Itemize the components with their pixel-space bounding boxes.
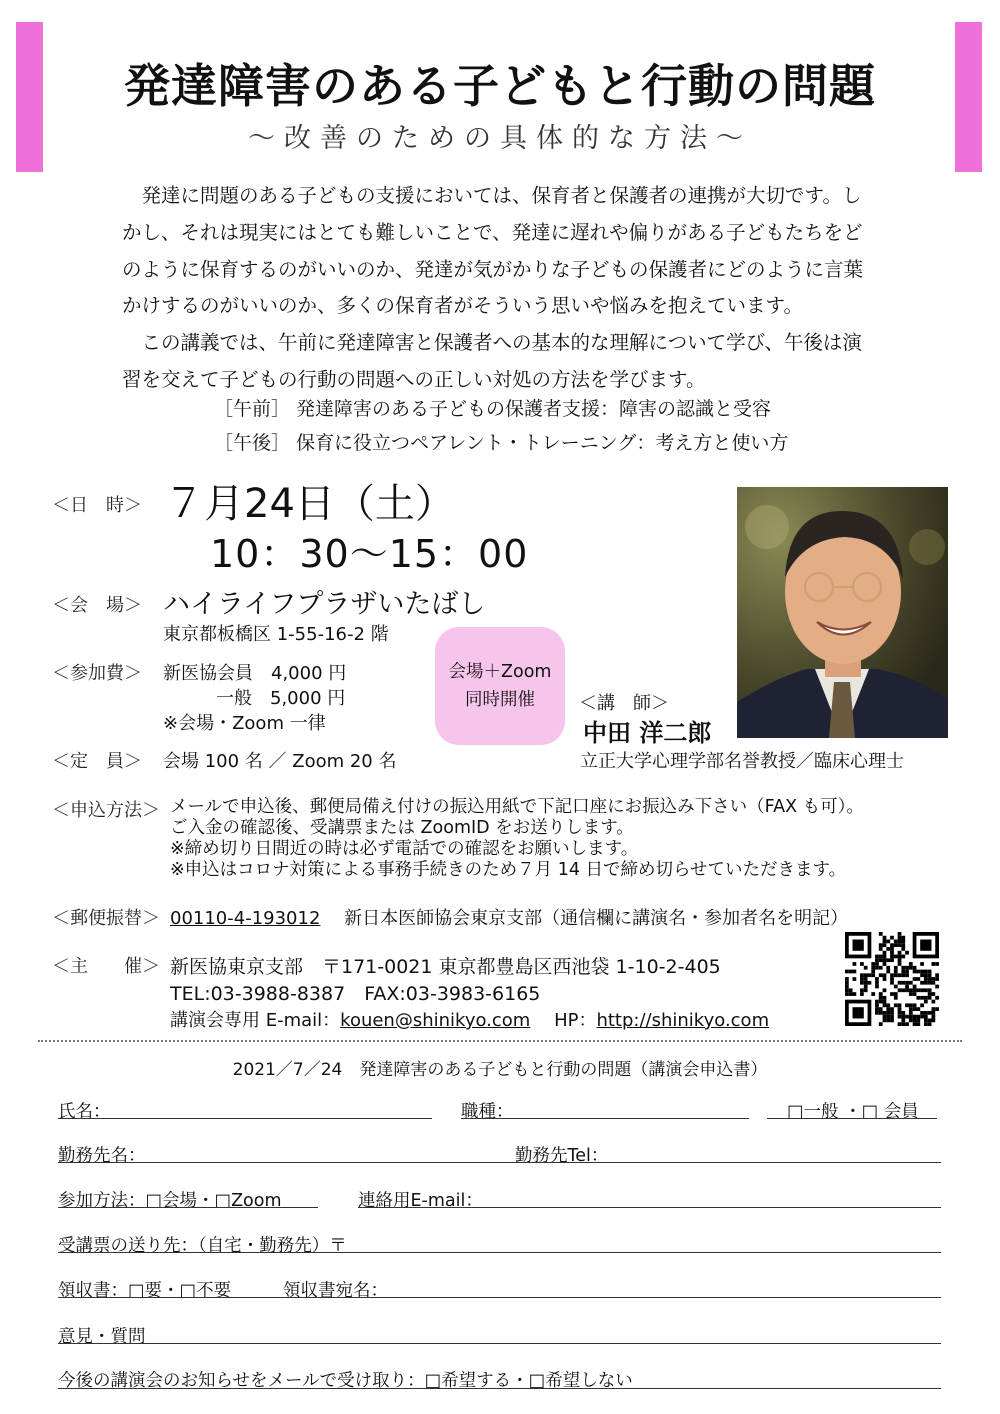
form-receipt-field[interactable] (58, 1297, 941, 1298)
application-label: ＜申込方法＞ (52, 800, 160, 821)
form-method[interactable]: 参加方法：□会場・□Zoom (58, 1191, 282, 1211)
cut-line (38, 1040, 962, 1042)
form-ticket-to-field[interactable] (58, 1252, 941, 1253)
venue-name: ハイライフプラザいたばし (163, 589, 486, 620)
form-method-underline (58, 1207, 318, 1208)
form-name-label: 氏名： (58, 1102, 111, 1122)
hp-label: HP： (554, 1010, 597, 1031)
application-text (170, 797, 864, 881)
form-occupation-label: 職種： (461, 1102, 514, 1122)
application-line: ※締め切り日間近の時は必ず電話での確認をお願いします。 (170, 839, 639, 859)
capacity-value: 会場 100 名 ／ Zoom 20 名 (163, 751, 397, 772)
application-line: ※申込はコロナ対策による事務手続きのため７月 14 日で締め切らせていただきます。 (170, 860, 847, 880)
intro-line: 発達に問題のある子どもの支援においては、保育者と保護者の連携が大切です。し (122, 184, 862, 207)
intro-line: のように保育するのがいいのか、発達が気がかりな子どもの保護者にどのように言葉 (122, 257, 864, 281)
form-workplace-field[interactable] (58, 1162, 941, 1163)
form-receipt-name-label: 領収書宛名： (283, 1281, 388, 1301)
fee-note: ※会場・Zoom 一律 (163, 713, 326, 734)
email-link[interactable]: kouen@shinikyo.com (340, 1010, 531, 1031)
form-contact-email-label: 連絡用E-mail： (358, 1191, 483, 1211)
form-contact-email-field[interactable] (358, 1207, 941, 1208)
hybrid-badge (435, 627, 565, 745)
form-member-type[interactable]: □一般 ・□ 会員 (787, 1102, 919, 1122)
page-subtitle: ～改善のための具体的な方法～ (248, 123, 752, 154)
form-opinion-label: 意見・質問 (58, 1327, 146, 1347)
hybrid-badge-line: 同時開催 (465, 690, 535, 710)
session-pm: ［午後］ 保育に役立つペアレント・トレーニング：考え方と使い方 (214, 432, 789, 454)
intro-line: かし、それは現実にはとても難しいことで、発達に遅れや偏りがある子どもたちをど (122, 220, 863, 244)
fee-general: 一般 5,000 円 (216, 688, 346, 709)
form-receipt[interactable]: 領収書：□要・□不要 (58, 1281, 232, 1301)
venue-address: 東京都板橋区 1-55-16-2 階 (163, 624, 389, 645)
datetime-label: ＜日 時＞ (52, 495, 142, 516)
organizer-label: ＜主 催＞ (52, 956, 160, 977)
qr-code-image (845, 932, 939, 1026)
intro-line: この講義では、午前に発達障害と保護者への基本的な理解について学び、午後は演 (122, 331, 862, 355)
lecturer-photo (737, 487, 948, 738)
form-newsletter-underline (58, 1388, 941, 1389)
email-label: 講演会専用 E-mail： (170, 1010, 341, 1031)
event-time: 10：30～15：00 (210, 532, 529, 576)
organizer-phone: TEL:03-3988-8387 FAX:03-3983-6165 (170, 983, 541, 1005)
organizer-contact (170, 1006, 769, 1032)
lecturer-label: ＜講 師＞ (579, 693, 669, 714)
postal-account: 00110-4-193012 (170, 908, 321, 929)
venue-label: ＜会 場＞ (52, 595, 142, 616)
application-line: メールで申込後、郵便局備え付けの振込用紙で下記口座にお振込み下さい（FAX も可）。 (170, 797, 864, 817)
form-opinion-field[interactable] (58, 1343, 941, 1344)
page-title: 発達障害のある子どもと行動の問題 (124, 59, 876, 113)
lecturer-title: 立正大学心理学部名誉教授／臨床心理士 (580, 751, 904, 772)
capacity-label: ＜定 員＞ (52, 751, 142, 772)
postal-info (170, 904, 848, 930)
form-heading: 2021／7／24 発達障害のある子どもと行動の問題（講演会申込書） (232, 1060, 768, 1080)
hybrid-badge-line: 会場＋Zoom (448, 662, 552, 682)
form-member-underline (767, 1118, 937, 1119)
intro-text (122, 178, 863, 399)
intro-line: かけするのがいいのか、多くの保育者がそういう思いや悩みを抱えています。 (122, 294, 803, 318)
lecturer-name: 中田 洋二郎 (583, 719, 712, 747)
lecturer-portrait-image (737, 487, 948, 738)
postal-label: ＜郵便振替＞ (52, 908, 160, 929)
fee-label: ＜参加費＞ (52, 663, 142, 684)
form-workplace-tel-label: 勤務先Tel： (515, 1146, 609, 1166)
fee-member: 新医協会員 4,000 円 (163, 663, 347, 684)
application-line: ご入金の確認後、受講票または ZoomID をお送りします。 (170, 818, 634, 838)
organizer-address: 新医協東京支部 〒171-0021 東京都豊島区西池袋 1-10-2-405 (170, 956, 721, 978)
session-am: ［午前］ 発達障害のある子どもの保護者支援：障害の認識と受容 (214, 398, 772, 420)
postal-holder: 新日本医師協会東京支部（通信欄に講演名・参加者名を明記） (344, 908, 849, 929)
form-name-field[interactable] (58, 1118, 432, 1119)
event-date: ７月24日（土） (164, 481, 455, 527)
form-ticket-to-label: 受講票の送り先：（自宅・勤務先）〒 (58, 1236, 347, 1256)
form-workplace-label: 勤務先名： (58, 1146, 146, 1166)
website-link[interactable]: http://shinikyo.com (596, 1010, 770, 1031)
form-occupation-field[interactable] (461, 1118, 749, 1119)
intro-line: 習を交えて子どもの行動の問題への正しい対処の方法を学びます。 (122, 367, 706, 391)
qr-code[interactable] (845, 932, 939, 1026)
form-newsletter[interactable]: 今後の講演会のお知らせをメールで受け取り：□希望する・□希望しない (58, 1371, 633, 1391)
